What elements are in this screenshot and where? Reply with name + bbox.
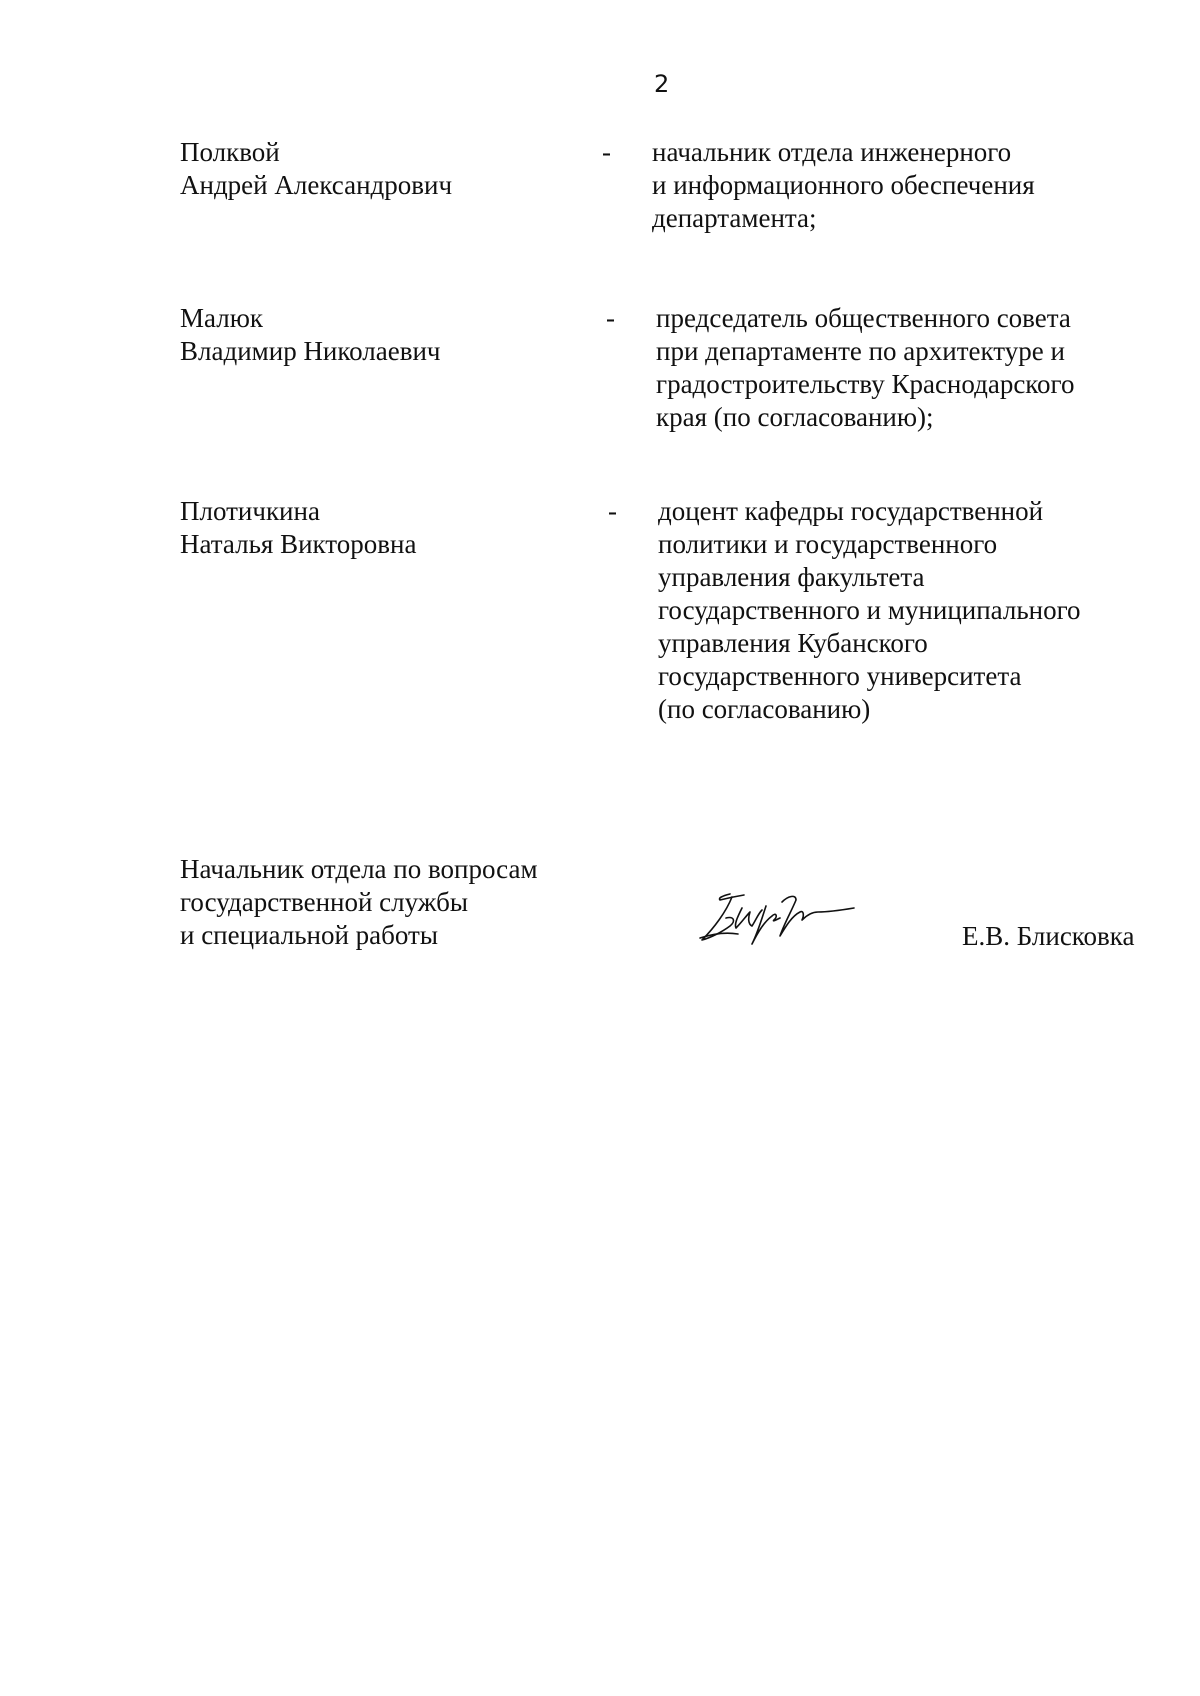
member-role xyxy=(658,495,1081,726)
member-given-names: Наталья Викторовна xyxy=(180,529,417,559)
separator-dash: - xyxy=(606,303,615,333)
separator-dash: - xyxy=(602,137,611,167)
member-surname: Полквой xyxy=(180,137,280,167)
role-line: доцент кафедры государственной xyxy=(658,496,1044,526)
member-given-names: Андрей Александрович xyxy=(180,170,453,200)
role-line: политики и государственного xyxy=(658,529,998,559)
signatory-name: Е.В. Блисковка xyxy=(962,921,1135,951)
member-given-names: Владимир Николаевич xyxy=(180,336,441,366)
member-name xyxy=(180,136,452,202)
member-name xyxy=(180,302,441,368)
member-surname: Малюк xyxy=(180,303,263,333)
position-line: государственной службы xyxy=(180,887,468,917)
role-line: при департаменте по архитектуре и xyxy=(656,336,1065,366)
member-name xyxy=(180,495,416,561)
position-line: Начальник отдела по вопросам xyxy=(180,854,538,884)
role-line: и информационного обеспечения xyxy=(652,170,1035,200)
role-line: градостроительству Краснодарского xyxy=(656,369,1075,399)
signatory-position xyxy=(180,853,538,952)
role-line: управления факультета xyxy=(658,562,925,592)
role-line: (по согласованию) xyxy=(658,694,871,724)
role-line: края (по согласованию); xyxy=(656,402,934,432)
role-line: начальник отдела инженерного xyxy=(652,137,1012,167)
separator-dash: - xyxy=(608,496,617,526)
role-line: департамента; xyxy=(652,203,817,233)
member-role xyxy=(652,136,1035,235)
member-role xyxy=(656,302,1074,434)
member-surname: Плотичкина xyxy=(180,496,320,526)
role-line: государственного и муниципального xyxy=(658,595,1081,625)
page-number: 2 xyxy=(654,70,670,98)
role-line: председатель общественного совета xyxy=(656,303,1071,333)
role-line: государственного университета xyxy=(658,661,1022,691)
handwritten-signature xyxy=(692,888,862,948)
role-line: управления Кубанского xyxy=(658,628,928,658)
position-line: и специальной работы xyxy=(180,920,438,950)
